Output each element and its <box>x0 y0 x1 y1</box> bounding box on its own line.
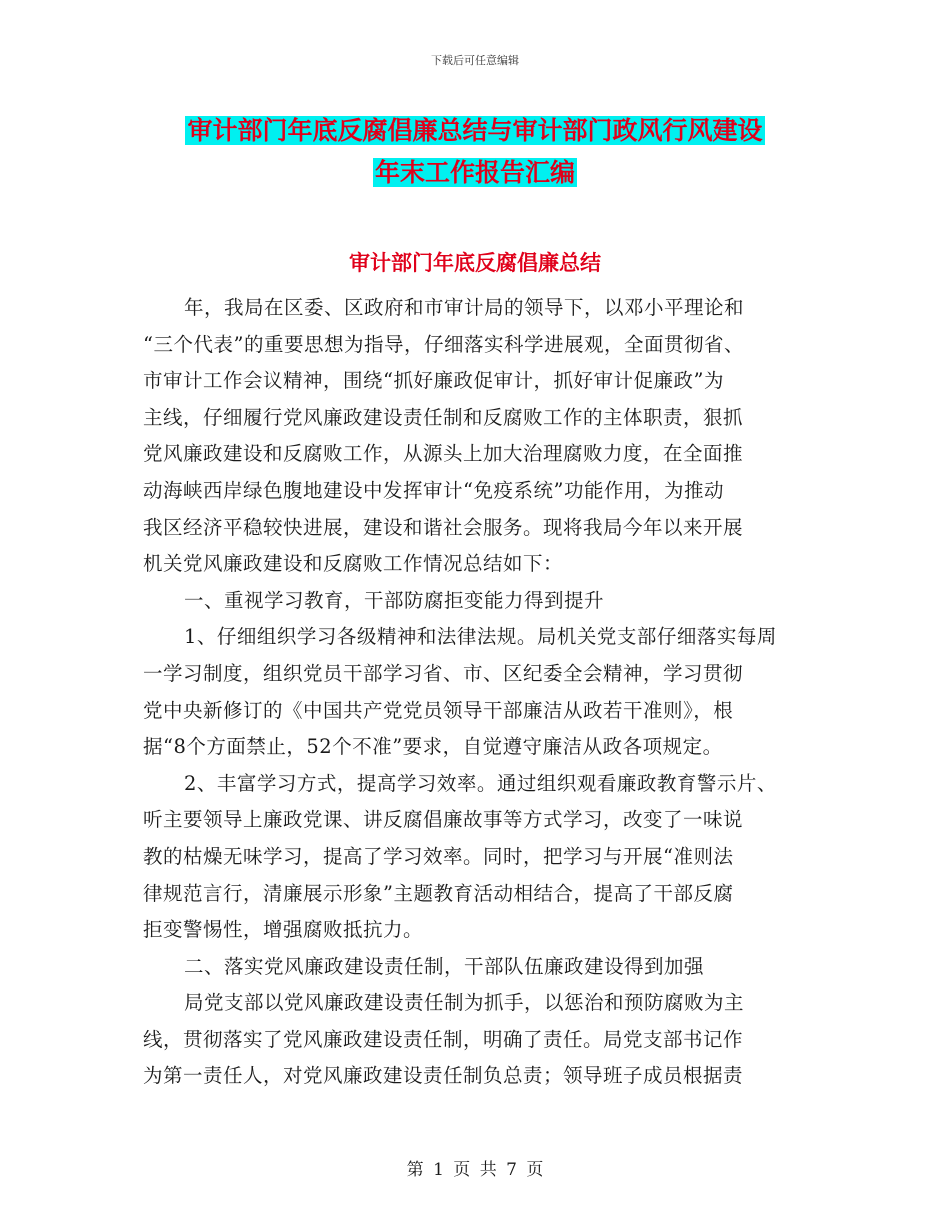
text-line: 线，贯彻落实了党风廉政建设责任制，明确了责任。局党支部书记作 <box>143 1027 744 1051</box>
text-line: 听主要领导上廉政党课、讲反腐倡廉故事等方式学习，改变了一味说 <box>143 808 744 832</box>
text-line: 拒变警惕性，增强腐败抵抗力。 <box>143 918 424 942</box>
text-line: 教的枯燥无味学习，提高了学习效率。同时，把学习与开展“准则法 <box>143 844 734 868</box>
body-text <box>143 290 813 1095</box>
document-title-line-2-text: 年末工作报告汇编 <box>374 158 575 187</box>
page-footer: 第 1 页 共 7 页 <box>406 1160 544 1180</box>
text-line: 二、落实党风廉政建设责任制，干部队伍廉政建设得到加强 <box>184 954 705 978</box>
text-line: 为第一责任人，对党风廉政建设责任制负总责；领导班子成员根据责 <box>143 1064 744 1088</box>
text-line: 局党支部以党风廉政建设责任制为抓手，以惩治和预防腐败为主 <box>184 991 745 1015</box>
text-line: 机关党风廉政建设和反腐败工作情况总结如下： <box>143 552 564 576</box>
document-title-line-1-text: 审计部门年底反腐倡廉总结与审计部门政风行风建设 <box>187 116 763 145</box>
text-line: 律规范言行，清廉展示形象”主题教育活动相结合，提高了干部反腐 <box>143 881 734 905</box>
section-title: 审计部门年底反腐倡廉总结 <box>349 251 601 275</box>
text-line: 一学习制度，组织党员干部学习省、市、区纪委全会精神，学习贯彻 <box>143 661 744 685</box>
text-line: 年，我局在区委、区政府和市审计局的领导下，以邓小平理论和 <box>184 296 745 319</box>
text-line: 一、重视学习教育，干部防腐拒变能力得到提升 <box>184 588 605 612</box>
text-line: 2、丰富学习方式，提高学习效率。通过组织观看廉政教育警示片、 <box>184 771 777 795</box>
text-line: 党中央新修订的《中国共产党党员领导干部廉洁从政若干准则》，根 <box>143 698 734 722</box>
document-title-line-1 <box>0 113 950 149</box>
header-note: 下载后可任意编辑 <box>431 54 519 67</box>
text-line: 党风廉政建设和反腐败工作，从源头上加大治理腐败力度，在全面推 <box>143 442 744 466</box>
text-line: “三个代表”的重要思想为指导，仔细落实科学进展观，全面贯彻省、 <box>143 332 744 356</box>
text-line: 1、仔细组织学习各级精神和法律法规。局机关党支部仔细落实每周 <box>184 625 777 649</box>
text-line: 据“8个方面禁止，52个不准”要求，自觉遵守廉洁从政各项规定。 <box>143 735 723 759</box>
text-line: 主线，仔细履行党风廉政建设责任制和反腐败工作的主体职责，狠抓 <box>143 405 744 429</box>
text-line: 我区经济平稳较快进展，建设和谐社会服务。现将我局今年以来开展 <box>143 515 744 539</box>
text-line: 动海峡西岸绿色腹地建设中发挥审计“免疫系统”功能作用，为推动 <box>143 478 724 502</box>
text-line: 市审计工作会议精神，围绕“抓好廉政促审计，抓好审计促廉政”为 <box>143 369 724 393</box>
document-title-line-2 <box>0 155 950 191</box>
